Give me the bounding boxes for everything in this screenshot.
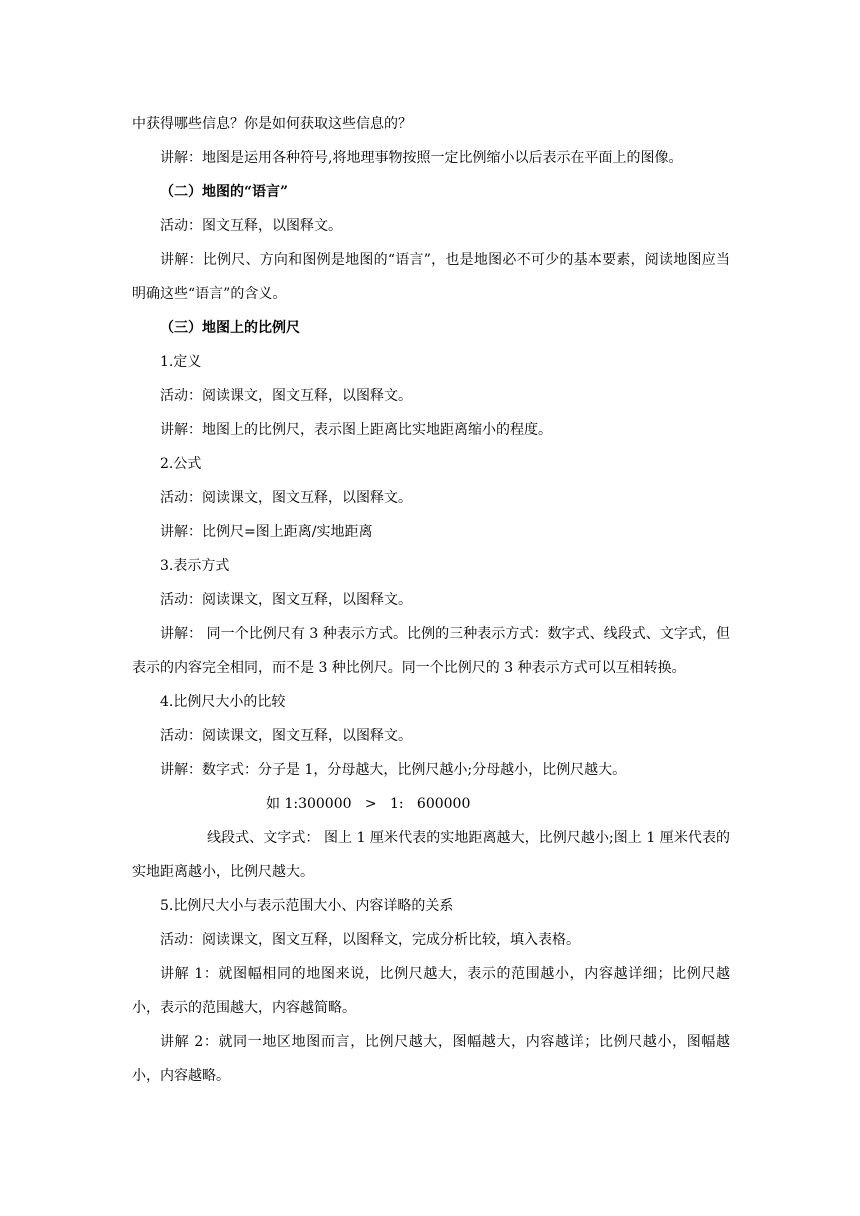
document-page (132, 107, 730, 1093)
paragraph-activity: 活动：阅读课文，图文互释，以图释文。 (160, 388, 412, 404)
subheading-representation: 3.表示方式 (160, 558, 230, 574)
formula-example: 如 1:300000 > 1: 600000 (266, 796, 471, 812)
subheading-scale-range-detail: 5.比例尺大小与表示范围大小、内容详略的关系 (160, 898, 454, 914)
paragraph-explanation-2: 讲解 2：就同一地区地图而言，比例尺越大，图幅越大，内容越详；比例尺越小，图幅越小，内容越略。 (132, 1034, 730, 1084)
subheading-definition: 1.定义 (160, 354, 202, 370)
paragraph-explanation-formula: 讲解：比例尺=图上距离/实地距离 (160, 524, 373, 540)
section-heading-map-language: （二）地图的“语言” (160, 184, 289, 200)
paragraph-activity-table: 活动：阅读课文，图文互释，以图释文，完成分析比较，填入表格。 (160, 932, 580, 948)
paragraph-activity: 活动：阅读课文，图文互释，以图释文。 (160, 592, 412, 608)
paragraph-question-continuation: 中获得哪些信息？你是如何获取这些信息的？ (132, 116, 412, 132)
paragraph-explanation-scale-definition: 讲解：地图上的比例尺，表示图上距离比实地距离缩小的程度。 (160, 422, 552, 438)
section-heading-scale: （三）地图上的比例尺 (160, 320, 300, 336)
paragraph-explanation-line-text-scale: 线段式、文字式： 图上 1 厘米代表的实地距离越大，比例尺越小;图上 1 厘米代表的实地距离越小，比例尺越大。 (132, 830, 730, 880)
paragraph-activity: 活动：阅读课文，图文互释，以图释文。 (160, 728, 412, 744)
paragraph-explanation-representation: 讲解： 同一个比例尺有 3 种表示方式。比例的三种表示方式：数字式、线段式、文字式，但表示的内容完全相同，而不是 3 种比例尺。同一个比例尺的 3 种表示方式可以互相转换。 (132, 626, 730, 676)
subheading-comparison: 4.比例尺大小的比较 (160, 694, 286, 710)
paragraph-explanation-1: 讲解 1：就图幅相同的地图来说，比例尺越大，表示的范围越小，内容越详细；比例尺越小，表示的范围越大，内容越简略。 (132, 966, 730, 1016)
paragraph-activity: 活动：图文互释，以图释文。 (160, 218, 342, 234)
paragraph-explanation-numeric-scale: 讲解：数字式：分子是 1，分母越大，比例尺越小;分母越小，比例尺越大。 (160, 762, 627, 778)
paragraph-explanation-map-elements: 讲解：比例尺、方向和图例是地图的“语言”，也是地图必不可少的基本要素，阅读地图应当明确这些“语言”的含义。 (132, 252, 730, 302)
paragraph-activity: 活动：阅读课文，图文互释，以图释文。 (160, 490, 412, 506)
subheading-formula: 2.公式 (160, 456, 202, 472)
paragraph-explanation-map-definition: 讲解：地图是运用各种符号,将地理事物按照一定比例缩小以后表示在平面上的图像。 (160, 150, 683, 166)
